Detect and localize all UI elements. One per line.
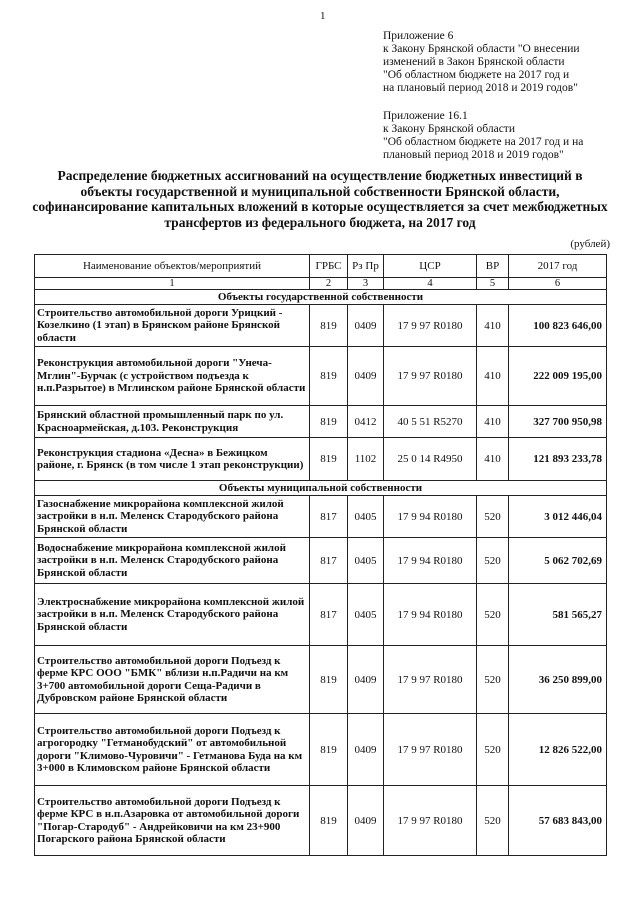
vr-cell: 410: [477, 305, 509, 347]
header-number: 1: [35, 278, 310, 290]
rzpr-cell: 0409: [348, 305, 384, 347]
table-row: [35, 406, 607, 438]
amount-cell: 3 012 446,04: [509, 496, 607, 538]
page-number: 1: [320, 10, 326, 22]
table-row: [35, 438, 607, 481]
grbs-cell: 817: [310, 538, 348, 584]
rzpr-cell: 0412: [348, 406, 384, 438]
document-title: Распределение бюджетных ассигнований на осуществление бюджетных инвестиций в объекты государственной и муниципальной собственности Брянской области, софинансирование капитальных вложений в которые осуществляется за счет межбюджетных трансфертов из федерального бюджета, на 2017 год: [32, 168, 608, 230]
table-row: [35, 584, 607, 646]
header-csr: ЦСР: [384, 255, 477, 278]
vr-cell: 410: [477, 347, 509, 406]
budget-table: [34, 254, 607, 856]
csr-cell: 17 9 97 R0180: [384, 646, 477, 714]
amount-cell: 12 826 522,00: [509, 714, 607, 786]
object-name: Реконструкция стадиона «Десна» в Бежицком районе, г. Брянск (в том числе 1 этап реконструкции): [35, 438, 310, 481]
amount-cell: 581 565,27: [509, 584, 607, 646]
vr-cell: 520: [477, 538, 509, 584]
vr-cell: 410: [477, 406, 509, 438]
appendix-16-1-block: [383, 110, 633, 162]
appendix-line: к Закону Брянской области "О внесении: [383, 43, 580, 55]
grbs-cell: 819: [310, 786, 348, 856]
object-name: Строительство автомобильной дороги Подъезд к ферме КРС ООО "БМК" вблизи н.п.Радичи на км 3+700 автомобильной дороги Сеща-Радичи в Дубровском районе Брянской области: [35, 646, 310, 714]
vr-cell: 520: [477, 786, 509, 856]
grbs-cell: 819: [310, 406, 348, 438]
object-name: Газоснабжение микрорайона комплексной жилой застройки в н.п. Меленск Стародубского района Брянской области: [35, 496, 310, 538]
table-row: [35, 305, 607, 347]
amount-cell: 222 009 195,00: [509, 347, 607, 406]
object-name: Реконструкция автомобильной дороги "Унеча-Мглин"-Бурчак (с устройством подъезда к н.п.Разрытое) в Мглинском районе Брянской области: [35, 347, 310, 406]
grbs-cell: 819: [310, 646, 348, 714]
appendix-line: плановый период 2018 и 2019 годов": [383, 149, 564, 161]
table-row: [35, 496, 607, 538]
vr-cell: 410: [477, 438, 509, 481]
section-row: [35, 290, 607, 305]
table-row: [35, 538, 607, 584]
header-number: 2: [310, 278, 348, 290]
amount-cell: 57 683 843,00: [509, 786, 607, 856]
rzpr-cell: 0405: [348, 538, 384, 584]
csr-cell: 17 9 97 R0180: [384, 305, 477, 347]
grbs-cell: 817: [310, 496, 348, 538]
vr-cell: 520: [477, 714, 509, 786]
grbs-cell: 819: [310, 714, 348, 786]
appendix-line: к Закону Брянской области: [383, 123, 515, 135]
section-row: [35, 481, 607, 496]
appendix-line: изменений в Закон Брянской области: [383, 56, 565, 68]
table-row: [35, 786, 607, 856]
header-name: Наименование объектов/мероприятий: [35, 255, 310, 278]
amount-cell: 36 250 899,00: [509, 646, 607, 714]
rzpr-cell: 0409: [348, 714, 384, 786]
csr-cell: 40 5 51 R5270: [384, 406, 477, 438]
object-name: Брянский областной промышленный парк по ул. Красноармейская, д.103. Реконструкция: [35, 406, 310, 438]
appendix-line: на плановый период 2018 и 2019 годов": [383, 82, 578, 94]
header-vr: ВР: [477, 255, 509, 278]
object-name: Строительство автомобильной дороги Подъезд к агрогородку "Гетманобудский" от автомобильной дороги "Климово-Чуровичи" - Гетманова Буда на км 3+000 в Климовском районе Брянской области: [35, 714, 310, 786]
appendix-line: "Об областном бюджете на 2017 год и: [383, 69, 570, 81]
vr-cell: 520: [477, 496, 509, 538]
object-name: Строительство автомобильной дороги Подъезд к ферме КРС в н.п.Азаровка от автомобильной дороги "Погар-Стародуб" - Андрейковичи на км 23+900 Погарского района Брянской области: [35, 786, 310, 856]
table-row: [35, 347, 607, 406]
grbs-cell: 819: [310, 305, 348, 347]
csr-cell: 17 9 94 R0180: [384, 496, 477, 538]
appendix-line: Приложение 6: [383, 30, 454, 42]
units-label: (рублей): [570, 238, 610, 250]
header-year: 2017 год: [509, 255, 607, 278]
header-number: 6: [509, 278, 607, 290]
amount-cell: 121 893 233,78: [509, 438, 607, 481]
rzpr-cell: 0405: [348, 496, 384, 538]
header-number: 5: [477, 278, 509, 290]
grbs-cell: 817: [310, 584, 348, 646]
section-title: Объекты государственной собственности: [35, 290, 607, 305]
object-name: Строительство автомобильной дороги Урицкий - Козелкино (1 этап) в Брянском районе Брянской области: [35, 305, 310, 347]
appendix-6-block: [383, 30, 633, 95]
csr-cell: 17 9 94 R0180: [384, 538, 477, 584]
rzpr-cell: 0409: [348, 786, 384, 856]
amount-cell: 100 823 646,00: [509, 305, 607, 347]
table-header-row: [35, 255, 607, 278]
object-name: Электроснабжение микрорайона комплексной жилой застройки в н.п. Меленск Стародубского района Брянской области: [35, 584, 310, 646]
header-number: 3: [348, 278, 384, 290]
appendix-line: "Об областном бюджете на 2017 год и на: [383, 136, 584, 148]
header-grbs: ГРБС: [310, 255, 348, 278]
header-rzpr: Рз Пр: [348, 255, 384, 278]
appendix-line: Приложение 16.1: [383, 110, 468, 122]
rzpr-cell: 1102: [348, 438, 384, 481]
vr-cell: 520: [477, 646, 509, 714]
amount-cell: 327 700 950,98: [509, 406, 607, 438]
grbs-cell: 819: [310, 347, 348, 406]
rzpr-cell: 0409: [348, 646, 384, 714]
csr-cell: 17 9 94 R0180: [384, 584, 477, 646]
vr-cell: 520: [477, 584, 509, 646]
table-row: [35, 714, 607, 786]
rzpr-cell: 0405: [348, 584, 384, 646]
csr-cell: 17 9 97 R0180: [384, 347, 477, 406]
amount-cell: 5 062 702,69: [509, 538, 607, 584]
csr-cell: 17 9 97 R0180: [384, 786, 477, 856]
header-number: 4: [384, 278, 477, 290]
rzpr-cell: 0409: [348, 347, 384, 406]
object-name: Водоснабжение микрорайона комплексной жилой застройки в н.п. Меленск Стародубского района Брянской области: [35, 538, 310, 584]
csr-cell: 17 9 97 R0180: [384, 714, 477, 786]
table-number-row: [35, 278, 607, 290]
section-title: Объекты муниципальной собственности: [35, 481, 607, 496]
table-row: [35, 646, 607, 714]
csr-cell: 25 0 14 R4950: [384, 438, 477, 481]
grbs-cell: 819: [310, 438, 348, 481]
